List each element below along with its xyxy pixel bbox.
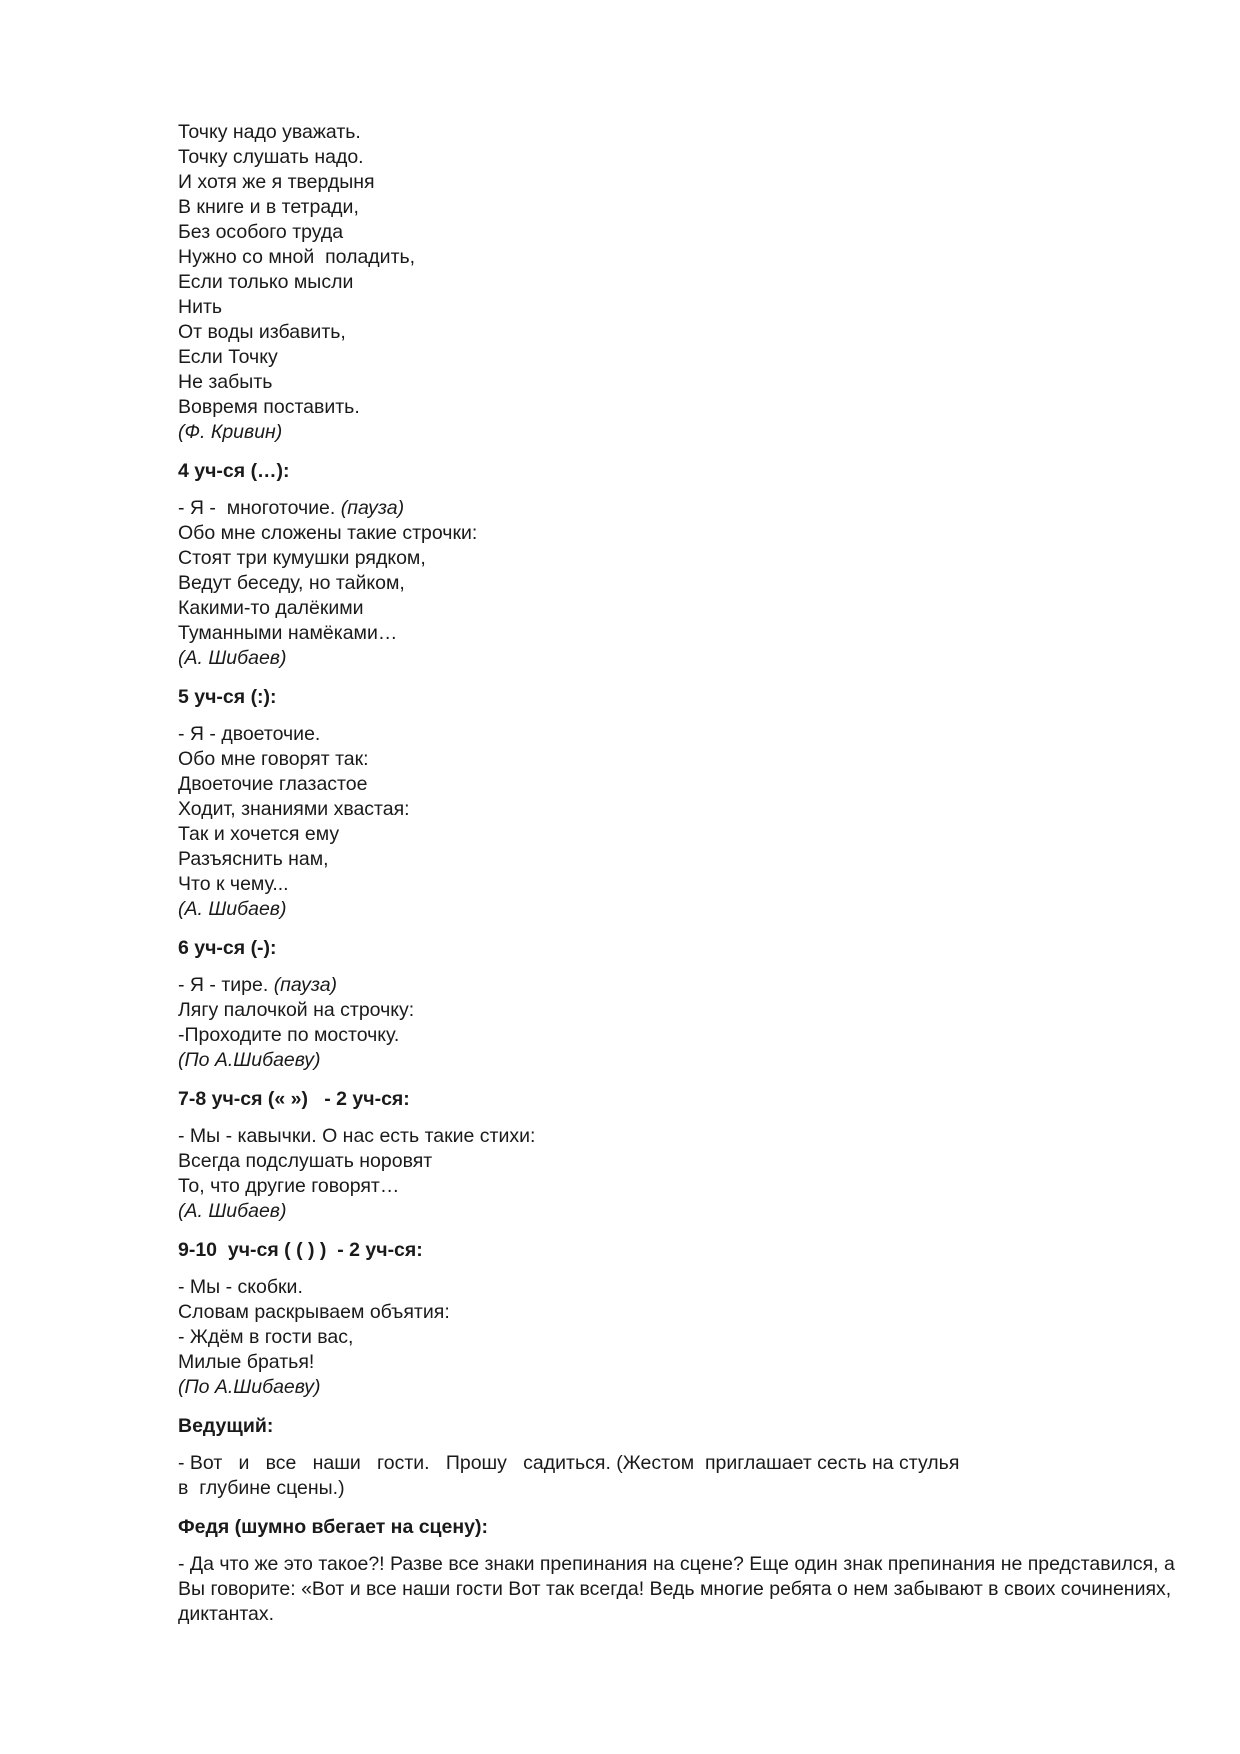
section-student-6 bbox=[178, 936, 1178, 1073]
section-students-9-10 bbox=[178, 1238, 1178, 1400]
poem-line: - Мы - скобки. bbox=[178, 1276, 303, 1298]
poem-author: (Ф. Кривин) bbox=[178, 421, 283, 443]
poem-line: Обо мне сложены такие строчки: bbox=[178, 522, 478, 544]
poem-line: Нужно со мной поладить, bbox=[178, 246, 416, 268]
section-heading: Федя (шумно вбегает на сцену): bbox=[178, 1516, 489, 1538]
poem-line: Точку слушать надо. bbox=[178, 146, 364, 168]
poem-author: (А. Шибаев) bbox=[178, 898, 287, 920]
poem-line: Всегда подслушать норовят bbox=[178, 1150, 433, 1172]
stage-note: (пауза) bbox=[340, 497, 405, 519]
section-students-7-8 bbox=[178, 1087, 1178, 1224]
stage-note: (пауза) bbox=[273, 974, 338, 996]
section-fedya bbox=[178, 1515, 1178, 1627]
poem-line: Какими-то далёкими bbox=[178, 597, 364, 619]
document-page bbox=[178, 120, 1178, 1627]
speech-intro-text: - Я - многоточие. bbox=[178, 497, 336, 519]
poem-line: Если только мысли bbox=[178, 271, 354, 293]
poem-author: (А. Шибаев) bbox=[178, 1200, 287, 1222]
poem-line: Словам раскрываем объятия: bbox=[178, 1301, 450, 1323]
poem-author: (А. Шибаев) bbox=[178, 647, 287, 669]
poem-author: (По А.Шибаеву) bbox=[178, 1049, 321, 1071]
poem-line: Точку надо уважать. bbox=[178, 121, 361, 143]
poem-line: От воды избавить, bbox=[178, 321, 346, 343]
poem-line: Стоят три кумушки рядком, bbox=[178, 547, 426, 569]
section-heading: 4 уч-ся (…): bbox=[178, 460, 290, 482]
poem-line: Не забыть bbox=[178, 371, 273, 393]
poem-line: Что к чему... bbox=[178, 873, 289, 895]
section-host bbox=[178, 1414, 1178, 1501]
poem-line: Обо мне говорят так: bbox=[178, 748, 369, 770]
poem-line: - Мы - кавычки. О нас есть такие стихи: bbox=[178, 1125, 536, 1147]
fedya-speech: - Да что же это такое?! Разве все знаки препинания на сцене? Еще один знак препинания не представился, а Вы говорите: «Вот и все наши гости Вот так всегда! Ведь многие ребята о нем забывают в своих сочинениях, диктантах. bbox=[178, 1553, 1175, 1625]
section-student-4 bbox=[178, 459, 1178, 671]
poem-line: Туманными намёками… bbox=[178, 622, 398, 644]
poem-line: Ходит, знаниями хвастая: bbox=[178, 798, 410, 820]
poem-line: И хотя же я твердыня bbox=[178, 171, 375, 193]
host-speech-line: в глубине сцены.) bbox=[178, 1477, 345, 1499]
section-heading: 9-10 уч-ся ( ( ) ) - 2 уч-ся: bbox=[178, 1239, 423, 1261]
poem-line: Без особого труда bbox=[178, 221, 344, 243]
poem-line: -Проходите по мосточку. bbox=[178, 1024, 400, 1046]
speech-intro bbox=[178, 973, 1178, 998]
poem-line: То, что другие говорят… bbox=[178, 1175, 400, 1197]
poem-line: Если Точку bbox=[178, 346, 278, 368]
poem-line: Лягу палочкой на строчку: bbox=[178, 999, 415, 1021]
poem-line: - Ждём в гости вас, bbox=[178, 1326, 354, 1348]
poem-line: Так и хочется ему bbox=[178, 823, 340, 845]
poem-tochka bbox=[178, 120, 1178, 445]
host-speech-line: - Вот и все наши гости. Прошу садиться. (Жестом приглашает сесть на стулья bbox=[178, 1452, 960, 1474]
poem-line: Нить bbox=[178, 296, 223, 318]
poem-line: В книге и в тетради, bbox=[178, 196, 359, 218]
poem-author: (По А.Шибаеву) bbox=[178, 1376, 321, 1398]
poem-line: Двоеточие глазастое bbox=[178, 773, 368, 795]
speech-intro bbox=[178, 496, 1178, 521]
poem-line: - Я - двоеточие. bbox=[178, 723, 321, 745]
poem-line: Милые братья! bbox=[178, 1351, 315, 1373]
section-heading: 6 уч-ся (-): bbox=[178, 937, 277, 959]
poem-line: Ведут беседу, но тайком, bbox=[178, 572, 405, 594]
section-heading: Ведущий: bbox=[178, 1415, 274, 1437]
speech-intro-text: - Я - тире. bbox=[178, 974, 269, 996]
section-heading: 7-8 уч-ся (« ») - 2 уч-ся: bbox=[178, 1088, 410, 1110]
section-heading: 5 уч-ся (:): bbox=[178, 686, 277, 708]
poem-line: Вовремя поставить. bbox=[178, 396, 360, 418]
poem-line: Разъяснить нам, bbox=[178, 848, 329, 870]
section-student-5 bbox=[178, 685, 1178, 922]
